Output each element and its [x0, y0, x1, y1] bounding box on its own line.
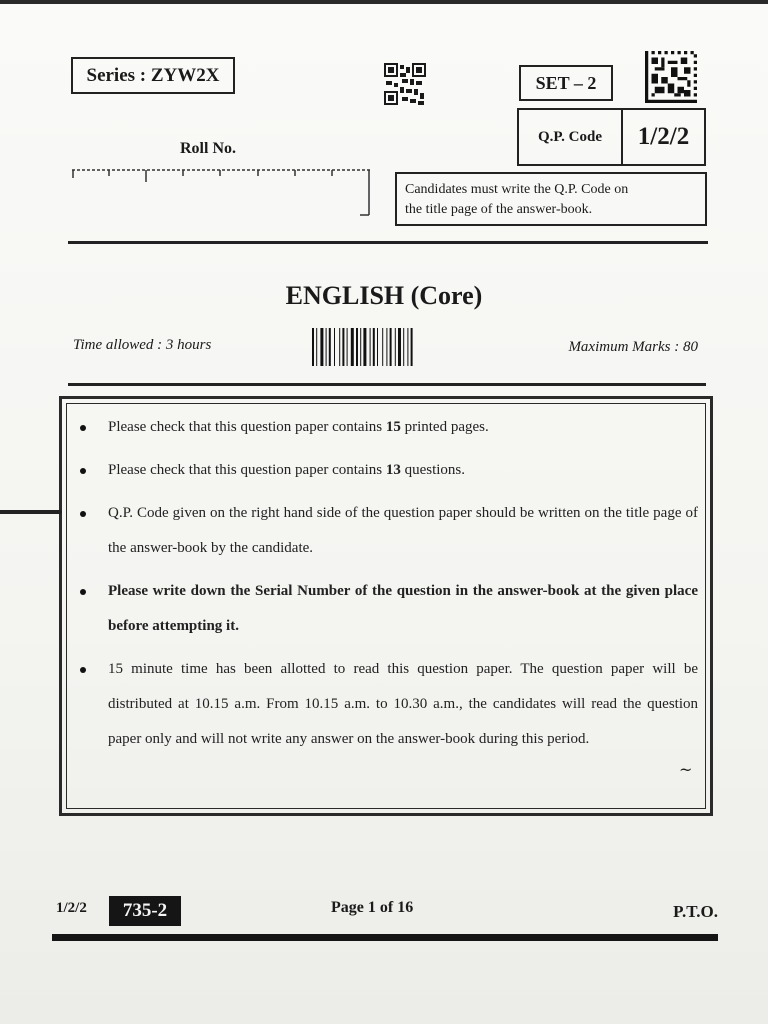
barcode-icon — [312, 328, 440, 366]
bullet-icon — [80, 589, 86, 595]
footer-paper-code-badge: 735-2 — [109, 896, 181, 926]
qp-code-value: 1/2/2 — [637, 123, 690, 150]
margin-mark — [0, 510, 62, 514]
series-box: Series : ZYW2X — [71, 57, 235, 94]
header-rule — [68, 241, 708, 244]
roll-no-label: Roll No. — [180, 140, 236, 157]
bullet-icon — [80, 425, 86, 431]
bullet-icon — [80, 511, 86, 517]
roll-no-field — [72, 168, 370, 218]
candidate-note-box — [395, 172, 707, 226]
instruction-item: 15 minute time has been allotted to read this question paper. The question paper will be distributed at 10.15 a.m. From 10.15 a.m. to 10.30 a.m., the candidates will read the question paper only and will not write any answer on the answer-book during this period. — [74, 652, 698, 757]
instruction-item: Please write down the Serial Number of the question in the answer-book at the given place before attempting it. — [74, 574, 698, 644]
time-allowed: Time allowed : 3 hours — [73, 337, 212, 353]
instruction-item: Please check that this question paper contains 15 printed pages. — [74, 410, 698, 445]
candidate-note-line2: the title page of the answer-book. — [405, 202, 593, 217]
title-rule — [68, 383, 706, 386]
qr-code-icon — [384, 63, 426, 105]
qp-code-label: Q.P. Code — [519, 110, 623, 164]
set-label: SET – 2 — [519, 65, 613, 101]
footer-qp-code: 1/2/2 — [56, 900, 87, 916]
qp-code-box — [517, 108, 706, 166]
datamatrix-code-icon — [645, 51, 697, 103]
bullet-icon — [80, 667, 86, 673]
page-number: Page 1 of 16 — [331, 899, 414, 916]
continuation-mark: ~ — [679, 760, 693, 779]
exam-title: ENGLISH (Core) — [285, 281, 483, 310]
instruction-item: Please check that this question paper contains 13 questions. — [74, 453, 698, 488]
top-edge — [0, 0, 768, 4]
maximum-marks: Maximum Marks : 80 — [568, 339, 698, 355]
bullet-icon — [80, 468, 86, 474]
instructions-list — [74, 410, 698, 757]
pto-label: P.T.O. — [673, 902, 718, 921]
candidate-note-line1: Candidates must write the Q.P. Code on — [405, 182, 629, 197]
footer-rule — [52, 934, 718, 941]
instruction-item: Q.P. Code given on the right hand side of the question paper should be written on the title page of the answer-book by the candidate. — [74, 496, 698, 566]
